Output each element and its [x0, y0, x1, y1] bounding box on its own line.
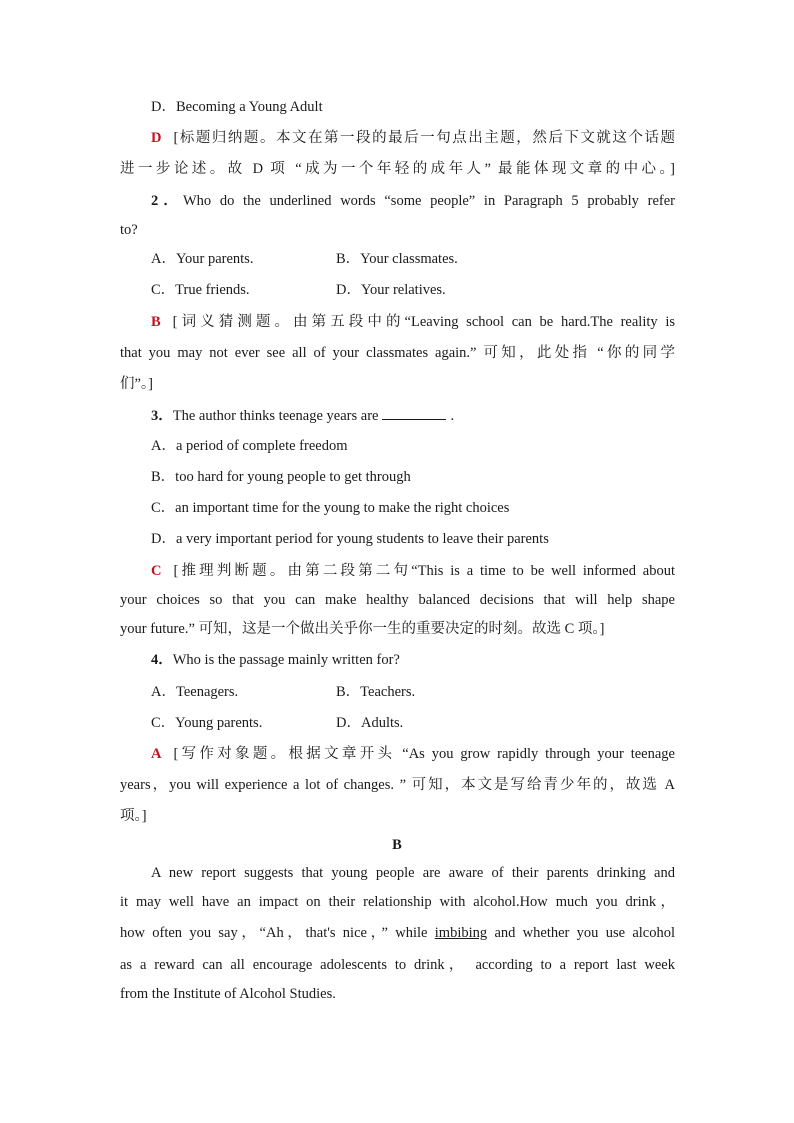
section-b-line-2: it may well have an impact on their relationship with alcohol.How much you drink， [120, 894, 675, 910]
q3-explanation-line-1 [151, 561, 675, 581]
q4-option-b: B．Teachers. [336, 684, 416, 700]
q3-explanation-line-3: your future.” 可知，这是一个做出关乎你一生的重要决定的时刻。故选 C 项。] [120, 621, 605, 637]
q2-option-d: D．Your relatives. [336, 282, 446, 298]
section-b-heading: B [392, 837, 402, 853]
q4-explanation-line-1 [151, 744, 675, 764]
q4-number: 4． [151, 652, 173, 668]
section-b-line-3-post: and whether you use alcohol [487, 925, 675, 941]
q2-option-a: A．Your parents. [151, 251, 254, 267]
q4-explanation-text-1: [写作对象题。根据文章开头 “As you grow rapidly through your teenage [173, 746, 675, 762]
q4-stem-text: Who is the passage mainly written for? [172, 652, 400, 668]
q2-stem-text: Who do the underlined words “some people” in Paragraph 5 probably refer [182, 193, 676, 209]
q3-answer: C [151, 563, 162, 579]
q2-number: 2． [151, 193, 183, 209]
q2-stem-line-1 [151, 191, 675, 211]
q1-option-d: D．Becoming a Young Adult [151, 99, 323, 115]
q3-option-d: D．a very important period for young students to leave their parents [151, 531, 549, 547]
q3-option-c: C．an important time for the young to make the right choices [151, 500, 510, 516]
q1-answer: D [151, 130, 162, 146]
q4-options-row-2 [151, 713, 675, 733]
section-b-line-3 [120, 923, 675, 943]
q4-explanation-line-2: years，you will experience a lot of changes. ” 可知，本文是写给青少年的，故选 A [120, 777, 675, 793]
q1-explanation-line-2: 进一步论述。故 D 项 “成为一个年轻的成年人” 最能体现文章的中心。] [120, 161, 675, 177]
q2-stem-line-2: to? [120, 222, 138, 238]
q2-explanation-line-3: 们”。] [120, 376, 154, 392]
q3-explanation-text-1: [推理判断题。由第二段第二句“This is a time to be well informed about [173, 563, 675, 579]
section-b-line-5: from the Institute of Alcohol Studies. [120, 986, 336, 1002]
q4-explanation-line-3: 项。] [120, 808, 147, 824]
q4-options-row-1 [151, 682, 675, 702]
section-b-line-3-pre: how often you say，“Ah，that's nice，” while [120, 925, 428, 941]
q3-option-b: B．too hard for young people to get through [151, 469, 411, 485]
q4-option-a: A．Teenagers. [151, 684, 239, 700]
q3-stem-text: The author thinks teenage years are [172, 408, 379, 424]
q2-option-b: B．Your classmates. [336, 251, 458, 267]
q3-explanation-line-2: your choices so that you can make healthy balanced decisions that will help shape [120, 592, 675, 608]
q2-options-row-1 [151, 249, 675, 269]
q3-answer-blank [382, 405, 446, 420]
q3-stem [151, 405, 675, 426]
q1-explanation-text-1: [标题归纳题。本文在第一段的最后一句点出主题，然后下文就这个话题 [173, 130, 675, 146]
q2-explanation-text-1: [词义猜测题。由第五段中的“Leaving school can be hard.The reality is [172, 314, 675, 330]
q4-option-d: D．Adults. [336, 715, 404, 731]
q1-explanation-line-1 [151, 128, 675, 148]
q2-option-c: C．True friends. [151, 282, 250, 298]
q2-options-row-2 [151, 280, 675, 300]
q2-explanation-line-2: that you may not ever see all of your classmates again.” 可知，此处指 “你的同学 [120, 345, 675, 361]
q2-explanation-line-1 [151, 312, 675, 332]
q3-number: 3． [151, 408, 173, 424]
q4-option-c: C．Young parents. [151, 715, 263, 731]
section-b-line-4: as a reward can all encourage adolescents to drink， according to a report last week [120, 957, 675, 973]
q3-stem-end: . [450, 408, 455, 424]
q4-answer: A [151, 746, 162, 762]
q4-stem [151, 650, 675, 670]
q2-answer: B [151, 314, 161, 330]
q3-option-a: A．a period of complete freedom [151, 438, 348, 454]
underlined-word-imbibing: imbibing [434, 925, 488, 941]
section-b-line-1: A new report suggests that young people are aware of their parents drinking and [151, 865, 675, 881]
